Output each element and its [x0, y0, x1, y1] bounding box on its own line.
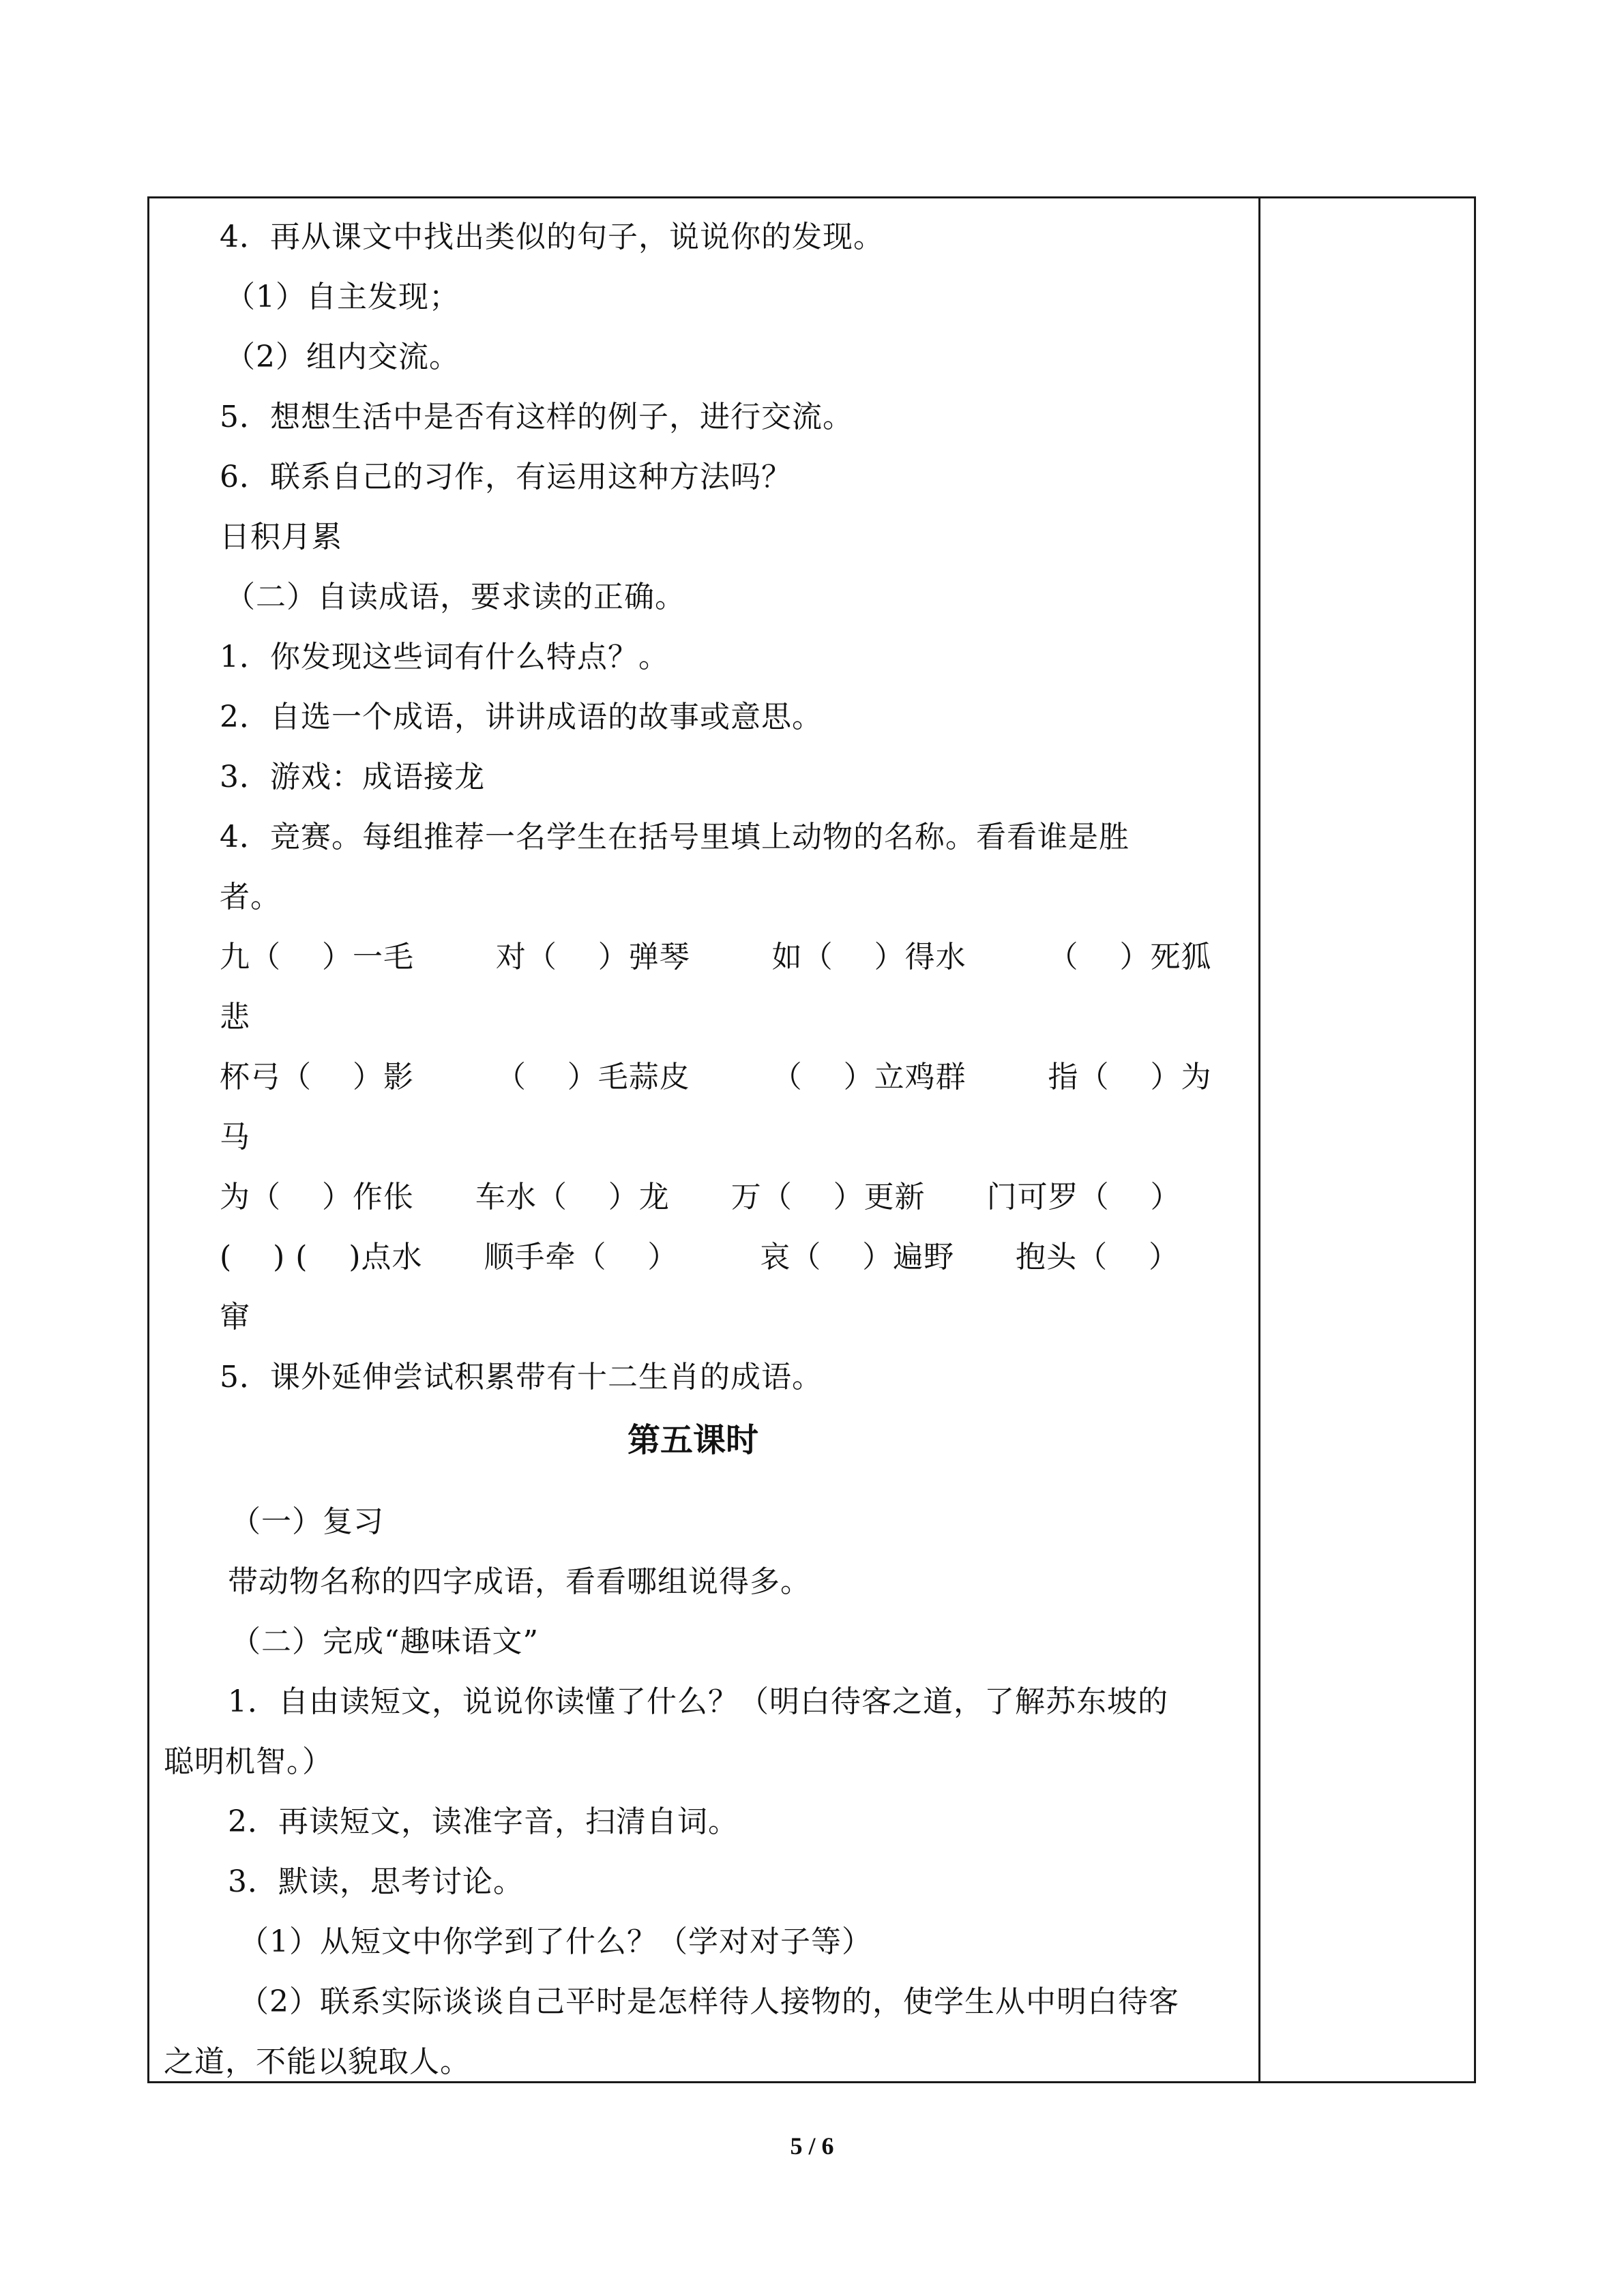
lesson-line: 之道，不能以貌取人。 [164, 2044, 471, 2079]
lesson-line: 4．再从课文中找出类似的句子，说说你的发现。 [220, 220, 884, 254]
lesson-line: 聪明机智。） [164, 1744, 333, 1779]
section-heading: 第五课时 [628, 1421, 759, 1459]
lesson-line: 2．自选一个成语，讲讲成语的故事或意思。 [220, 700, 823, 734]
lesson-line: 带动物名称的四字成语，看看哪组说得多。 [228, 1564, 811, 1599]
lesson-line: （1）自主发现； [225, 280, 460, 314]
lesson-line: 1．你发现这些词有什么特点？。 [220, 640, 669, 674]
idiom-row: 马 [220, 1120, 250, 1154]
lesson-line: 6．联系自己的习作，有运用这种方法吗？ [220, 460, 792, 494]
lesson-line: 1．自由读短文，说说你读懂了什么？（明白待客之道，了解苏东坡的 [228, 1684, 1168, 1719]
lesson-line: 4．竞赛。每组推荐一名学生在括号里填上动物的名称。看看谁是胜 [220, 820, 1130, 854]
lesson-line: （二）自读成语，要求读的正确。 [225, 580, 685, 614]
idiom-row: 悲 [220, 1000, 250, 1034]
column-divider [1258, 198, 1260, 2081]
idiom-row: 九（ ）一毛 对（ ）弹琴 如（ ）得水 （ ）死狐 [220, 940, 1212, 974]
lesson-line: 3．游戏：成语接龙 [220, 760, 485, 794]
idiom-row: ( ) ( )点水 顺手牵（ ） 哀（ ）遍野 抱头（ ） [220, 1240, 1180, 1274]
lesson-line: （一）复习 [231, 1504, 384, 1539]
lesson-line: 者。 [220, 880, 281, 914]
idiom-row: 为（ ）作伥 车水（ ）龙 万（ ）更新 门可罗（ ） [220, 1180, 1181, 1214]
page-number: 5 / 6 [790, 2132, 834, 2160]
lesson-line: （2）联系实际谈谈自己平时是怎样待人接物的，使学生从中明白待客 [239, 1984, 1179, 2019]
lesson-line: （1）从短文中你学到了什么？（学对对子等） [239, 1924, 872, 1959]
lesson-line: 日积月累 [220, 520, 342, 554]
idiom-row: 窜 [220, 1300, 250, 1335]
lesson-line: 3．默读，思考讨论。 [228, 1864, 524, 1899]
lesson-line: （2）组内交流。 [225, 340, 460, 374]
lesson-line: 5．课外延伸尝试积累带有十二生肖的成语。 [220, 1360, 823, 1395]
lesson-line: （二）完成“趣味语文” [231, 1624, 539, 1659]
lesson-line: 5．想想生活中是否有这样的例子，进行交流。 [220, 400, 853, 434]
idiom-row: 杯弓（ ）影 （ ）毛蒜皮 （ ）立鸡群 指（ ）为 [220, 1060, 1212, 1094]
lesson-line: 2．再读短文，读准字音，扫清自词。 [228, 1804, 739, 1839]
